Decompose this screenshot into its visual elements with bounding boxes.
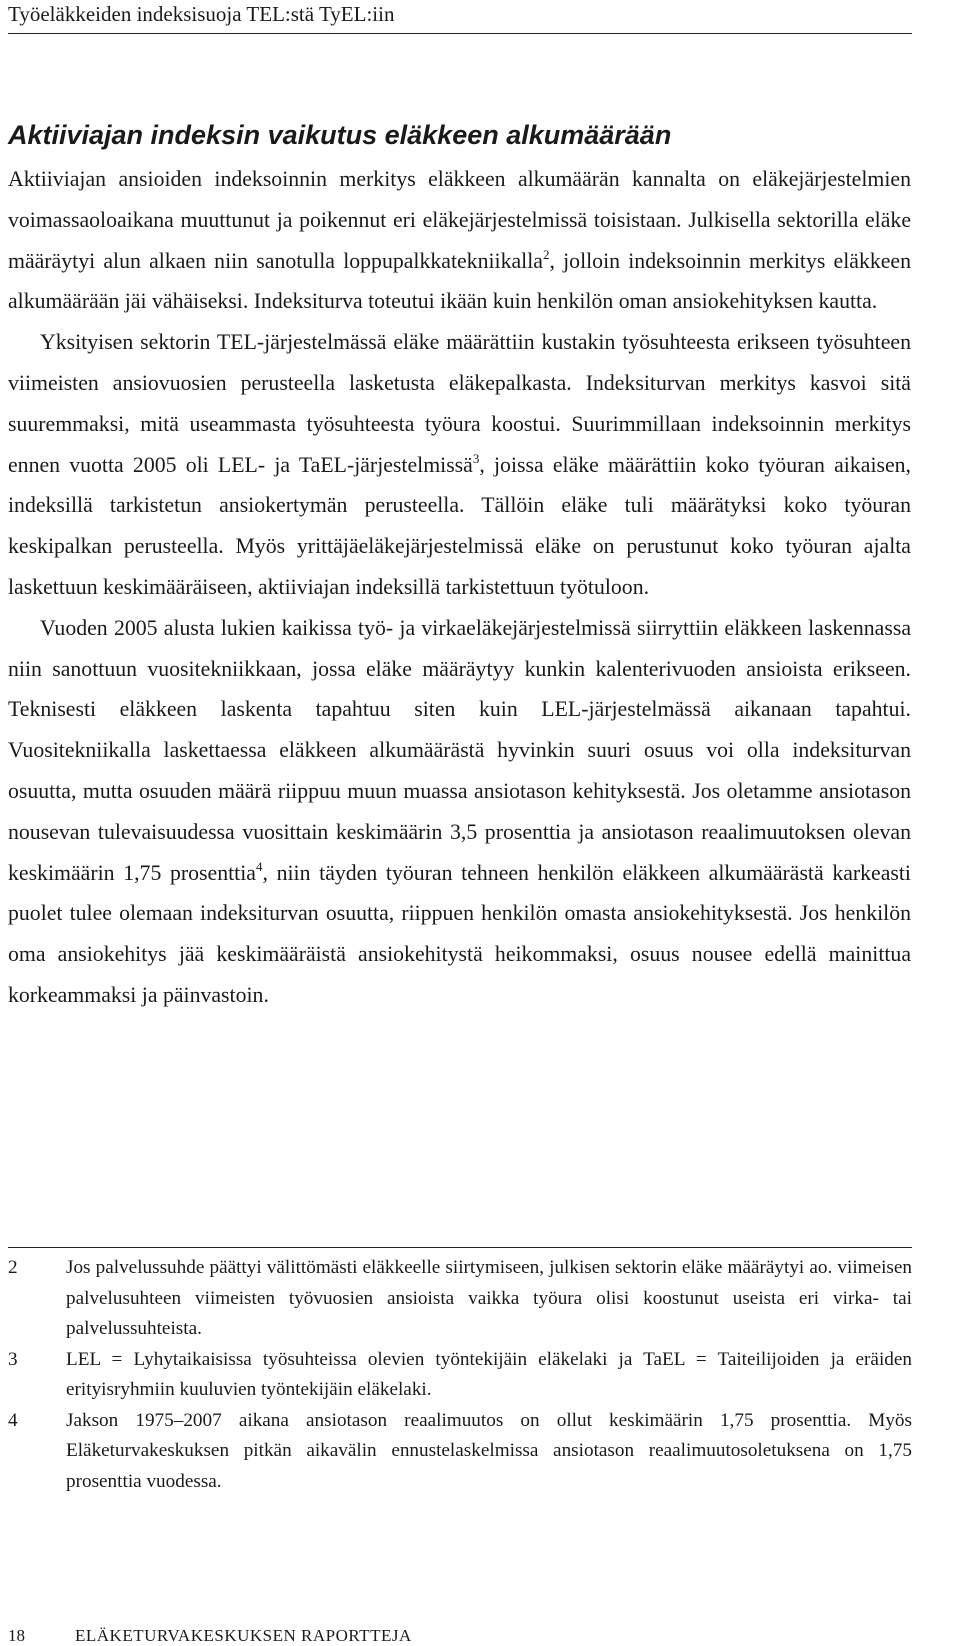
body-text	[8, 159, 911, 1016]
footnote-ref-4: 4	[255, 858, 263, 874]
paragraph-text: , jolloin indeksoinnin merkitys eläkkeen alkumäärään jäi vähäiseksi. Indeksiturva toteutui ikään kuin henkilön oman ansiokehityksen kautta.	[8, 248, 911, 314]
footnote-number: 4	[8, 1409, 18, 1431]
footnote-ref-2: 2	[542, 246, 550, 262]
page-number: 18	[8, 1626, 25, 1645]
footnote-text: Jos palvelussuhde päättyi välittömästi eläkkeelle siirtymiseen, julkisen sektorin eläke määräytyi ao. viimeisen palvelusuhteen viimeisten työvuosien ansioista vaikka työura olisi koostunut useista eri virka- tai palvelussuhteista.	[66, 1257, 912, 1339]
footnote-number: 2	[8, 1257, 18, 1278]
footnote-number: 3	[8, 1348, 18, 1370]
paragraph-text: Yksityisen sektorin TEL-järjestelmässä eläke määrättiin kustakin työsuhteesta erikseen työsuhteen viimeisten ansiovuosien perusteella lasketusta eläkepalkasta. Indeksiturvan merkitys kasvoi sitä suuremmaksi, mitä useammasta työsuhteesta työura koostui. Suurimmillaan indeksoinnin merkitys ennen vuotta 2005 oli LEL- ja TaEL-järjestelmissä	[8, 330, 911, 477]
footnote-text: Jakson 1975–2007 aikana ansiotason reaalimuutos on ollut keskimäärin 1,75 prosenttia. Myös Eläketurvakeskuksen pitkän aikavälin ennustelaskelmissa ansiotason reaalimuutosoletuksena on 1,75 prosenttia vuodessa.	[66, 1409, 912, 1492]
footnote-rule	[8, 1247, 912, 1248]
paragraph-3	[8, 608, 911, 1016]
paragraph-text: , joissa eläke määrättiin koko työuran aikaisen, indeksillä tarkistetun ansiokertymän perusteella. Tällöin eläke tuli määrätyksi koko työuran keskipalkan perusteella. Myös yrittäjäeläkejärjestelmissä eläke on perustunut koko työuran ajalta laskettuun keskimääräiseen, aktiiviajan indeksillä tarkistettuun työtuloon.	[8, 452, 911, 599]
section-title: Aktiiviajan indeksin vaikutus eläkkeen alkumäärään	[8, 120, 672, 150]
footnotes	[8, 1253, 912, 1497]
header-rule	[8, 33, 912, 34]
footnote-3	[8, 1345, 912, 1406]
footnote-ref-3: 3	[472, 450, 480, 466]
footnote-text: LEL = Lyhytaikaisissa työsuhteissa olevien työntekijäin eläkelaki ja TaEL = Taiteilijoiden ja eräiden erityisryhmiin kuuluvien työntekijäin eläkelaki.	[66, 1348, 912, 1400]
series-title: ELÄKETURVAKESKUKSEN RAPORTTEJA	[75, 1626, 412, 1645]
footnote-4	[8, 1406, 912, 1498]
paragraph-text: , niin täyden työuran tehneen henkilön eläkkeen alkumäärästä karkeasti puolet tulee olemaan indeksiturvan osuutta, riippuen henkilön omasta ansiokehityksestä. Jos henkilön oma ansiokehitys jää keskimääräistä ansiokehitystä heikommaksi, osuus nousee edellä mainittua korkeammaksi ja päinvastoin.	[8, 860, 911, 1007]
page-footer	[8, 1626, 912, 1646]
paragraph-text: Aktiiviajan ansioiden indeksoinnin merkitys eläkkeen alkumäärän kannalta on eläkejärjestelmien voimassaoloaikana muuttunut ja poikennut eri eläkejärjestelmissä toisistaan. Julkisella sektorilla eläke määräytyi alun alkaen niin sanotulla loppupalkkatekniikalla	[8, 167, 911, 273]
footnote-2	[8, 1253, 912, 1345]
paragraph-1	[8, 159, 911, 322]
running-header: Työeläkkeiden indeksisuoja TEL:stä TyEL:iin	[8, 2, 395, 26]
paragraph-2	[8, 322, 911, 608]
paragraph-text: Vuoden 2005 alusta lukien kaikissa työ- ja virkaeläkejärjestelmissä siirryttiin eläkkeen laskennassa niin sanottuun vuositekniikkaan, jossa eläke määräytyy kunkin kalenterivuoden ansioista erikseen. Teknisesti eläkkeen laskenta tapahtuu siten kuin LEL-järjestelmässä aikanaan tapahtui. Vuositekniikalla laskettaessa eläkkeen alkumäärästä hyvinkin suuri osuus voi olla indeksiturvan osuutta, mutta osuuden määrä riippuu muun muassa ansiotason kehityksestä. Jos oletamme ansiotason nousevan tulevaisuudessa vuosittain keskimäärin 3,5 prosenttia ja ansiotason reaalimuutoksen olevan keskimäärin 1,75 prosenttia	[8, 615, 911, 885]
